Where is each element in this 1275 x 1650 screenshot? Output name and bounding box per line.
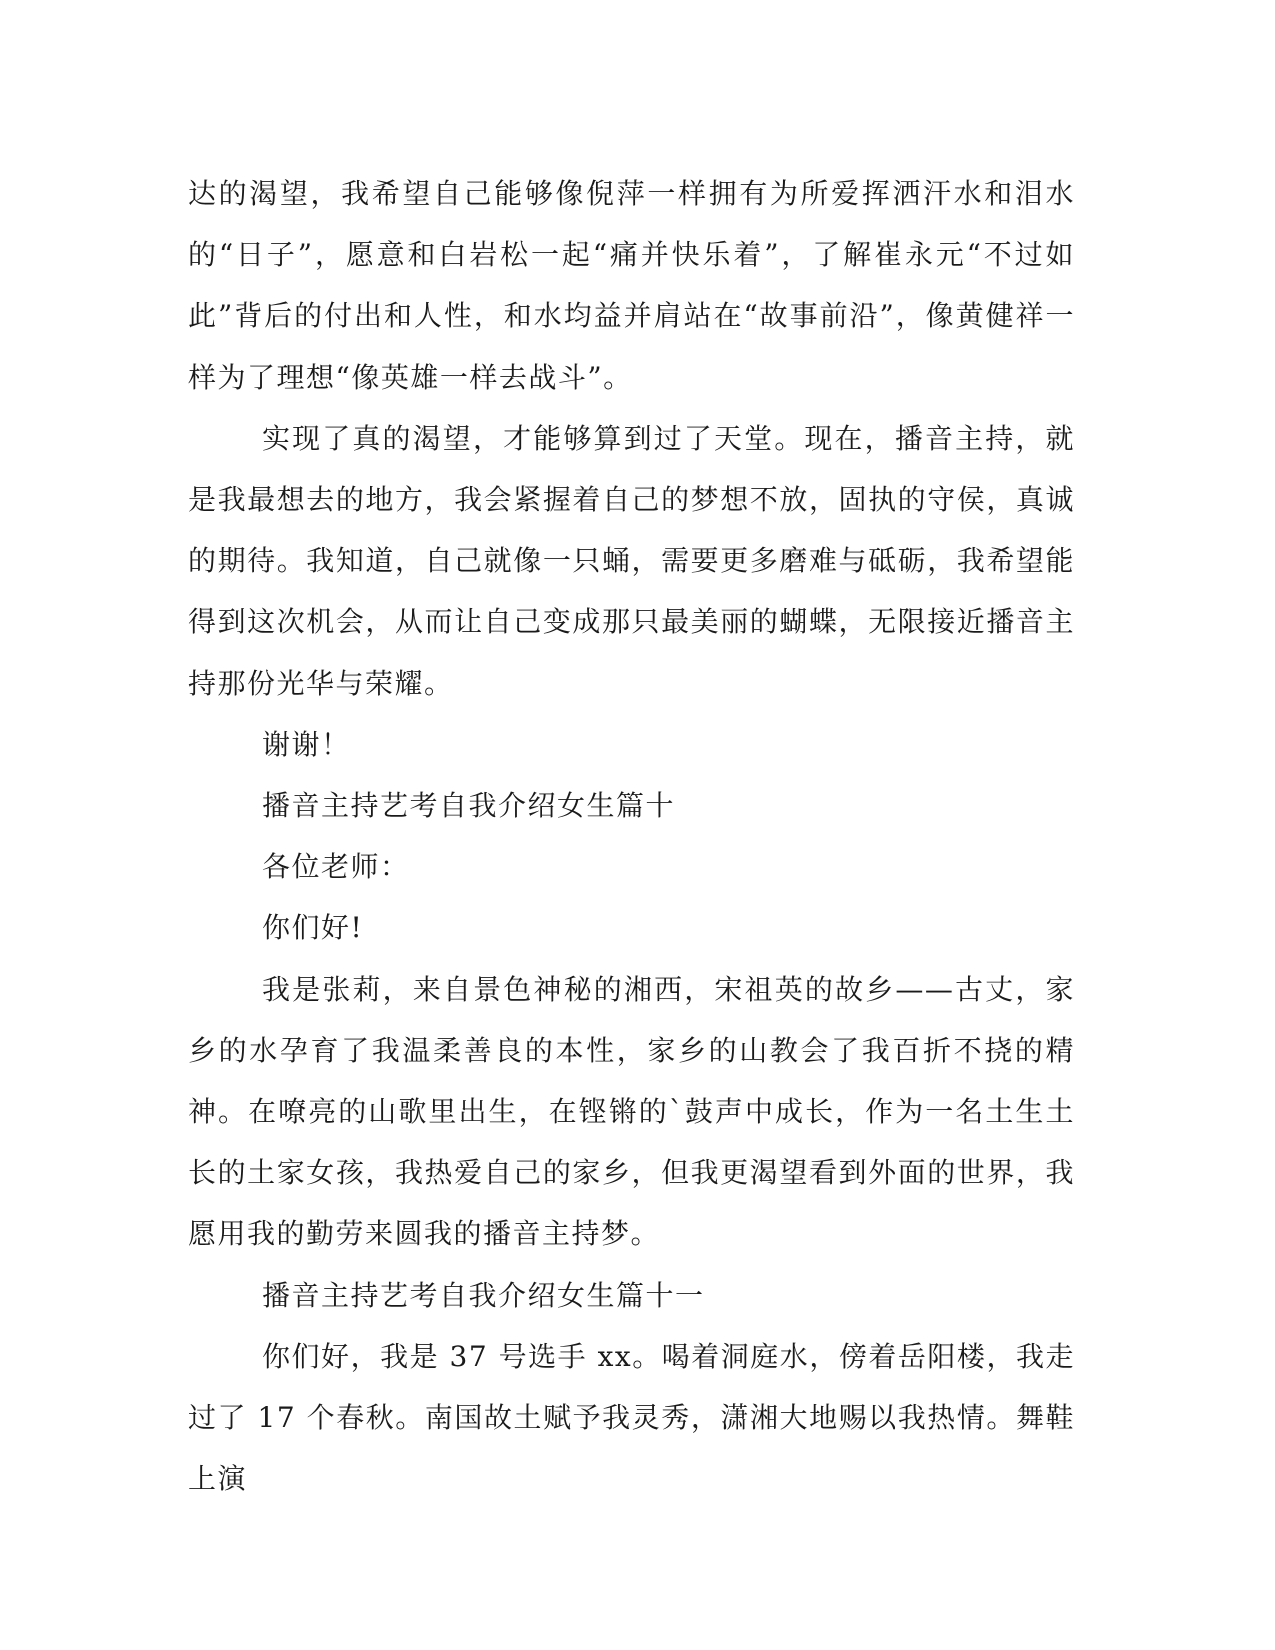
- paragraph-continuation: 达的渴望，我希望自己能够像倪萍一样拥有为所爱挥洒汗水和泪水的“日子”，愿意和白岩松一起“痛并快乐着”，了解崔永元“不过如此”背后的付出和人性，和水均益并肩站在“故事前沿”，像黄健祥一样为了理想“像英雄一样去战斗”。: [188, 177, 1075, 394]
- paragraph-thanks: 谢谢！: [262, 727, 351, 761]
- section-heading-part-eleven: 播音主持艺考自我介绍女生篇十一: [262, 1278, 705, 1312]
- section-heading-part-ten: 播音主持艺考自我介绍女生篇十: [262, 789, 676, 823]
- paragraph-contestant-intro: 你们好，我是 37 号选手 xx。喝着洞庭水，傍着岳阳楼，我走过了 17 个春秋。南国故土赋予我灵秀，潇湘大地赐以我热情。舞鞋上演: [188, 1339, 1075, 1496]
- document-body: [188, 163, 1075, 1509]
- paragraph-introduction: 我是张莉，来自景色神秘的湘西，宋祖英的故乡——古丈，家乡的水孕育了我温柔善良的本性，家乡的山教会了我百折不挠的精神。在嘹亮的山歌里出生，在铿锵的`鼓声中成长，作为一名土生土长的土家女孩，我热爱自己的家乡，但我更渴望看到外面的世界，我愿用我的勤劳来圆我的播音主持梦。: [188, 972, 1075, 1251]
- salutation: 各位老师：: [262, 850, 410, 884]
- greeting: 你们好!: [262, 911, 364, 945]
- paragraph-aspiration: 实现了真的渴望，才能够算到过了天堂。现在，播音主持，就是我最想去的地方，我会紧握着自己的梦想不放，固执的守侯，真诚的期待。我知道，自己就像一只蛹，需要更多磨难与砥砺，我希望能得到这次机会，从而让自己变成那只最美丽的蝴蝶，无限接近播音主持那份光华与荣耀。: [188, 421, 1075, 700]
